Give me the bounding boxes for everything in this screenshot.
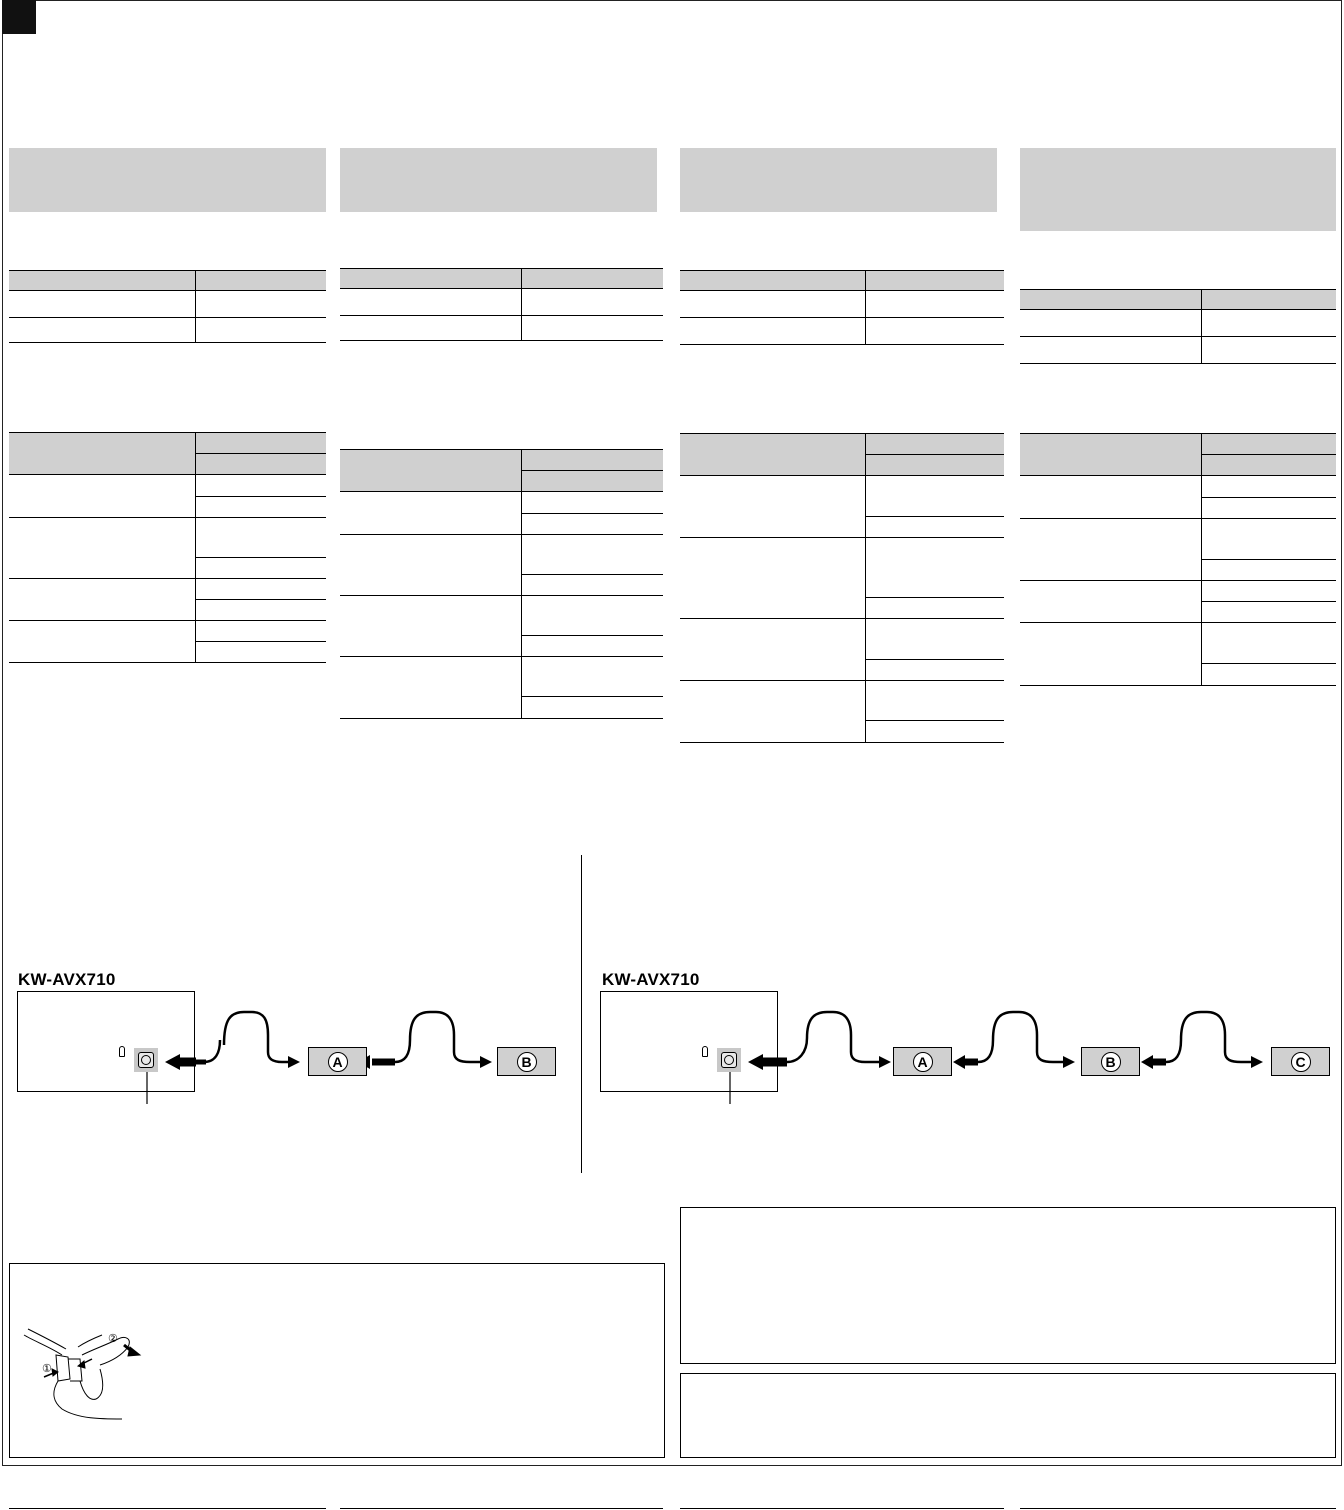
device-b: B: [497, 1047, 556, 1076]
column-4-header: [1020, 148, 1336, 231]
rca-plug-icon: [119, 1046, 125, 1057]
connection-lines: [723, 1000, 1283, 1110]
column-3-header: [680, 148, 997, 212]
diagram-separator: [581, 855, 582, 1173]
footer-rule: [9, 1508, 326, 1509]
table-header-row: [680, 270, 1004, 290]
model-label: KW-AVX710: [602, 970, 700, 989]
footer-rule: [680, 1508, 1004, 1509]
table-header-row: [9, 270, 326, 290]
step-2-label: ②: [108, 1333, 118, 1345]
column-2-header: [340, 148, 657, 212]
rca-plug-icon: [702, 1046, 708, 1057]
note-box-right-bottom: [680, 1373, 1336, 1458]
footer-rule: [340, 1508, 663, 1509]
column-1-header: [9, 148, 326, 212]
step-1-label: ①: [42, 1363, 52, 1375]
note-box-right-top: [680, 1207, 1336, 1364]
section-marker: [2, 0, 36, 34]
footer-rule: [1020, 1508, 1336, 1509]
model-label: KW-AVX710: [18, 970, 116, 989]
device-a: A: [893, 1047, 952, 1076]
table-header-row: [1020, 289, 1336, 309]
device-a: A: [308, 1047, 367, 1076]
device-c: C: [1271, 1047, 1330, 1076]
device-b: B: [1081, 1047, 1140, 1076]
table-header-row: [340, 268, 663, 288]
